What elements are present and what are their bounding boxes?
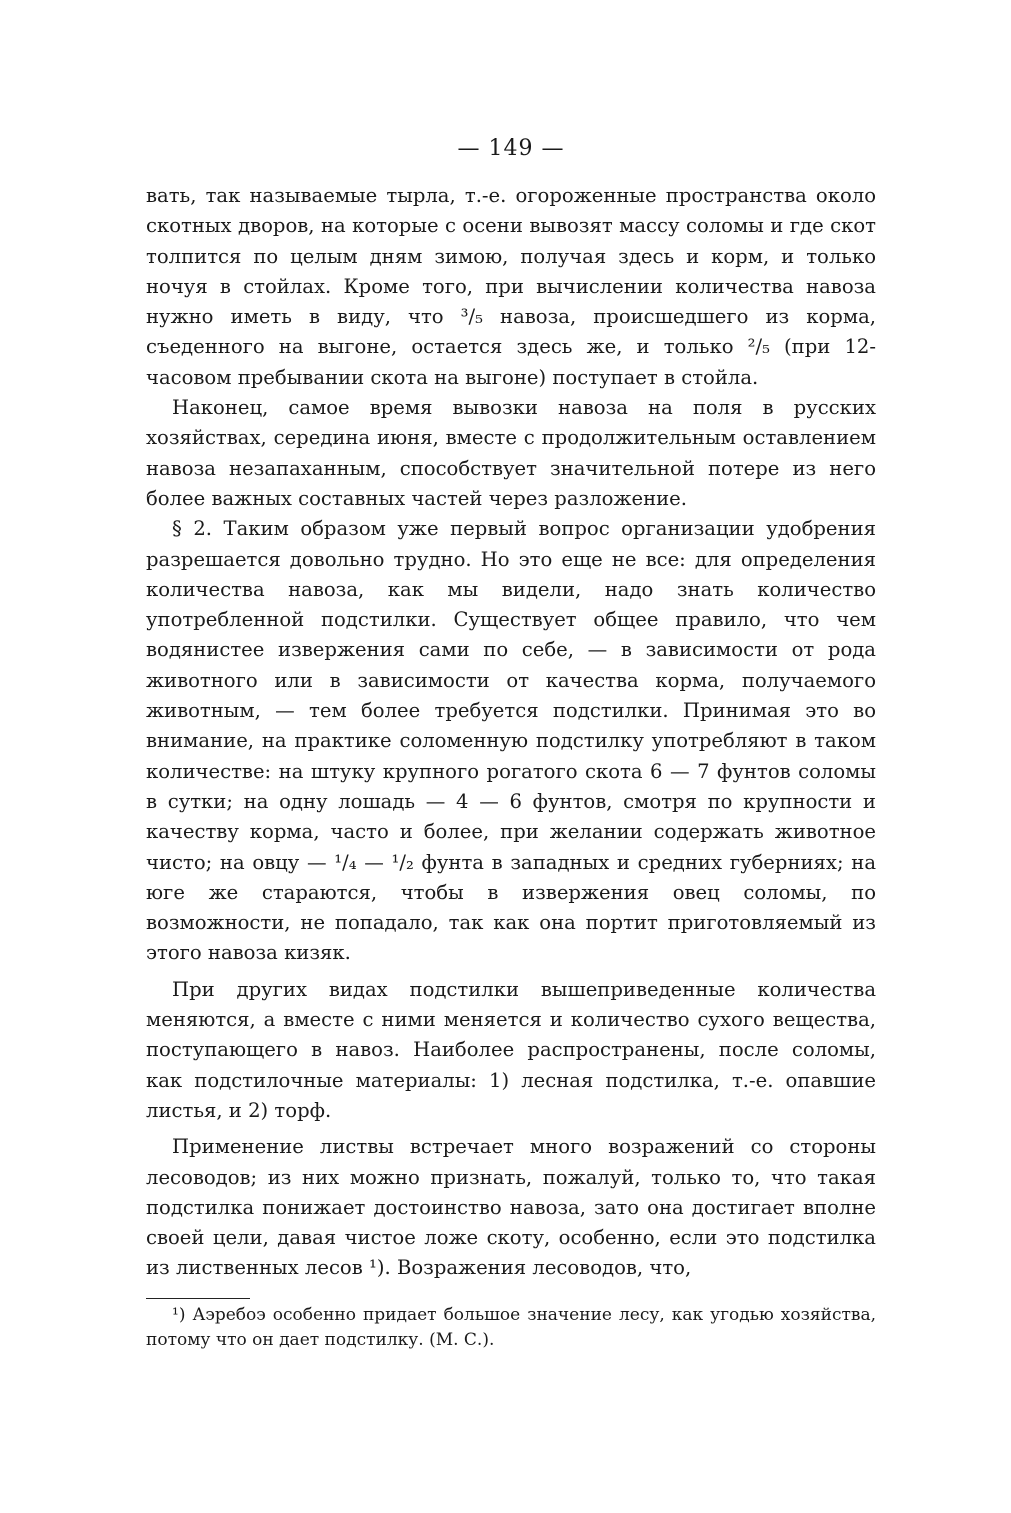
- footnote-divider: [146, 1298, 250, 1299]
- page-number: — 149 —: [457, 136, 565, 161]
- book-page: [146, 135, 876, 1353]
- paragraph-leaf-litter: Применение листвы встречает много возражений со стороны лесоводов; из них можно признать, пожалуй, только то, что такая подстилка понижает достоинство навоза, зато она достигает вполне своей цели, давая чистое ложе скоту, особенно, если это подстилка из лиственных лесов ¹). Возражения лесоводов, что,: [146, 1135, 876, 1280]
- paragraph-section-2: § 2. Таким образом уже первый вопрос организации удобрения разрешается довольно трудно. Но это еще не все: для определения количества навоза, как мы видели, надо знать количество употребленной подстилки. Существует общее правило, что чем водянистее извержения сами по себе, — в зависимости от рода животного или в зависимости от качества корма, получаемого животным, — тем более требуется подстилки. Принимая это во внимание, на практике соломенную подстилку употребляют в таком количестве: на штуку крупного рогатого скота 6 — 7 фунтов соломы в сутки; на одну лошадь — 4 — 6 фунтов, смотря по крупности и качеству корма, часто и более, при желании содержать животное чисто; на овцу — ¹/₄ — ¹/₂ фунта в западных и средних губерниях; на юге же стараются, чтобы в извержения овец соломы, по возможности, не попадало, так как она портит приготовляемый из этого навоза кизяк.: [146, 517, 876, 965]
- paragraph-bedding-types: При других видах подстилки вышеприведенные количества меняются, а вместе с ними меняется и количество сухого вещества, поступающего в навоз. Наиболее распространены, после соломы, как подстилочные материалы: 1) лесная подстилка, т.-е. опавшие листья, и 2) торф.: [146, 977, 876, 1122]
- paragraph-manure-removal: Наконец, самое время вывозки навоза на поля в русских хозяйствах, середина июня, вместе с продолжительным оставлением навоза незапаханным, способствует значительной потере из него более важных составных частей через разложение.: [146, 396, 876, 510]
- paragraph-continuation: вать, так называемые тырла, т.-е. огороженные пространства около скотных дворов, на которые с осени вывозят массу соломы и где скот толпится по целым дням зимою, получая здесь и корм, и только ночуя в стойлах. Кроме того, при вычислении количества навоза нужно иметь в виду, что ³/₅ навоза, происшедшего из корма, съеденного на выгоне, остается здесь же, и только ²/₅ (при 12-часовом пребывании скота на выгоне) поступает в стойла.: [146, 184, 876, 389]
- footnote: ¹) Аэребоэ особенно придает большое значение лесу, как угодью хозяйства, потому что он дает подстилку. (М. С.).: [146, 1304, 876, 1350]
